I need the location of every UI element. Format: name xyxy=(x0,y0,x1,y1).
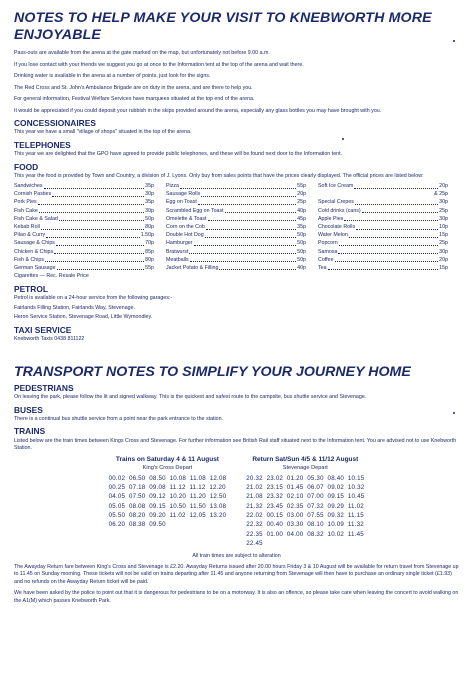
timetable-row: 21.08 23.32 02.10 07.00 09.15 10.45 xyxy=(246,493,365,501)
item-name: Fish Cake xyxy=(14,207,38,214)
item-name: Soft Ice Cream xyxy=(318,183,354,190)
item-price: 30p xyxy=(439,215,448,222)
item-price: 25p xyxy=(297,199,306,206)
petrol-text: Petrol is available on a 24-hour service from the following garages:- xyxy=(14,295,173,302)
price-row xyxy=(318,240,448,248)
price-row xyxy=(14,232,154,240)
trains-text: Listed below are the train times between Kings Cross and Stevenage. For further information see British Rail staff situated next to the Information tent. You are advised not to use Knebworth Station. xyxy=(14,437,457,452)
price-row xyxy=(14,248,154,256)
item-name: Special Crepes xyxy=(318,199,354,206)
timetable-row: 22.02 00.15 03.00 07.55 09.32 11.15 xyxy=(246,511,364,519)
outbound-subtitle: King's Cross Depart xyxy=(142,464,193,471)
item-price: 50p xyxy=(297,232,306,239)
petrol-heading: PETROL xyxy=(14,283,48,294)
price-row xyxy=(166,264,306,272)
drinking-water-note: Drinking water is available in the arena at a number of points, just look for the signs. xyxy=(14,73,211,80)
item-price: 40p xyxy=(297,207,306,214)
timetable-row: 21.02 23.15 01.45 06.07 09.02 10.32 xyxy=(246,484,365,492)
item-name: Coffee xyxy=(318,256,334,263)
taxi-text: Knebworth Taxis 0438 811122 xyxy=(14,336,85,342)
item-name: Jacket Potato & Filling xyxy=(166,264,219,271)
price-row xyxy=(318,248,448,256)
price-row xyxy=(318,264,448,272)
item-name: Bratwurst xyxy=(166,248,189,255)
item-price: 50p xyxy=(297,248,306,255)
telephones-heading: TELEPHONES xyxy=(14,139,71,150)
item-price: 35p xyxy=(297,224,306,231)
price-row xyxy=(318,199,448,207)
item-name: Scrambled Egg on Toast xyxy=(166,207,224,214)
price-row xyxy=(166,191,306,199)
item-price: 45p xyxy=(297,215,306,222)
item-price: 15p xyxy=(439,264,448,271)
price-row xyxy=(318,182,448,190)
item-name: Tea xyxy=(318,264,327,271)
price-row xyxy=(166,199,306,207)
print-speck xyxy=(342,138,344,140)
timetable-row: 00.02 06.50 08.50 10.08 11.08 12.08 xyxy=(108,474,227,482)
buses-text: There is a continual bus shuttle service from a point near the park entrance to the station. xyxy=(14,415,224,422)
timetable-row: 04.05 07.50 09.12 10.20 11.20 12.50 xyxy=(108,493,227,501)
pass-outs-note: Pass-outs are available from the arena at the gate marked on the map, but unfortunately not before 9.00 a.m. xyxy=(14,50,270,57)
price-row xyxy=(14,264,154,272)
price-column xyxy=(166,182,306,272)
price-row xyxy=(14,182,154,190)
awayday-text: The Awayday Return fare between King's Cross and Stevenage is £2.20. Awayday Returns issued after 20.00 hours Friday 3 & 10 August will be available for return travel from Stevenage up to 11.45 on Sunday morning. These tickets will not be valid on trains departing after 11.45 and anyone returning from Stevenage will then have to purchase an ordinary single ticket (£1.93) and no refunds on the Awayday Return ticket will be paid. xyxy=(14,563,459,585)
first-aid-note: The Red Cross and St. John's Ambulance Brigade are on duty in the arena, and are there to help you. xyxy=(14,84,253,91)
outbound-title: Trains on Saturday 4 & 11 August xyxy=(115,455,219,463)
trains-heading: TRAINS xyxy=(14,426,46,437)
item-price: 80p xyxy=(145,224,154,231)
item-price: 25p xyxy=(439,240,448,247)
item-price: 15p xyxy=(439,232,448,239)
item-price: 20p xyxy=(439,183,448,190)
item-price: 30p xyxy=(439,199,448,206)
price-row xyxy=(318,223,448,231)
item-name: Water Melon xyxy=(318,232,348,239)
train-timetables xyxy=(14,455,459,549)
price-row xyxy=(318,207,448,215)
motorway-warning: We have been asked by the police to point out that it is dangerous for pedestrians to be on a motorway. It is also an offence, so please take care when leaving the concert to avoid walking on the A1(M) which passes Knebworth Park. xyxy=(14,590,459,604)
item-price: 20p xyxy=(297,191,306,198)
transport-heading: TRANSPORT NOTES TO SIMPLIFY YOUR JOURNEY HOME xyxy=(14,363,411,380)
taxi-heading: TAXI SERVICE xyxy=(14,324,72,335)
cigarettes-note: Cigarettes — Rec. Resale Price xyxy=(14,273,89,280)
welfare-note: For general information, Festival Welfare Services have marquees situated at the top end of the arena. xyxy=(14,96,255,103)
item-name: Hamburger xyxy=(166,240,193,247)
timetable-row: 20.32 23.02 01.20 05.30 08.40 10.15 xyxy=(246,474,365,482)
item-name: Kebab Roll xyxy=(14,224,40,231)
price-row xyxy=(166,232,306,240)
item-price: 10p xyxy=(439,224,448,231)
food-heading: FOOD xyxy=(14,161,39,172)
item-price: 50p xyxy=(297,256,306,263)
item-price: 50p xyxy=(297,240,306,247)
price-row xyxy=(166,207,306,215)
price-row xyxy=(318,256,448,264)
price-row xyxy=(14,223,154,231)
item-name: Chocolate Rolls xyxy=(318,224,356,231)
return-title: Return Sat/Sun 4/5 & 11/12 August xyxy=(252,455,359,463)
food-text: This year the food is provided by Town and Country, a division of J. Lyons. Only buy from sales points that have the prices clearly displayed. The official prices are listed below: xyxy=(14,172,424,179)
train-times-note: All train times are subject to alteration xyxy=(192,553,281,560)
item-name: Sausage Rolls xyxy=(166,191,201,198)
price-row xyxy=(14,240,154,248)
item-name: Pizza xyxy=(166,183,179,190)
item-name: Fish Cake & Salad xyxy=(14,215,58,222)
garage-heron: Heron Service Station, Stevenage Road, Little Wymondley. xyxy=(14,314,153,321)
price-row xyxy=(166,215,306,223)
buses-heading: BUSES xyxy=(14,404,43,415)
return-timetable xyxy=(246,455,364,549)
item-price: 55p xyxy=(145,264,154,271)
timetable-row: 21.32 23.45 02.35 07.32 09.29 11.02 xyxy=(246,502,364,510)
item-price: 35p xyxy=(145,199,154,206)
timetable-row: 05.05 08.08 09.15 10.50 11.50 13.08 xyxy=(108,502,227,510)
price-row xyxy=(166,182,306,190)
outbound-timetable xyxy=(109,455,227,549)
item-name: Chicken & Chips xyxy=(14,248,54,255)
price-column xyxy=(318,182,448,272)
price-row xyxy=(14,215,154,223)
timetable-row: 22.45 xyxy=(246,539,263,547)
garage-fairlands: Fairlands Filling Station, Fairlands Way, Stevenage. xyxy=(14,304,136,311)
price-row xyxy=(166,256,306,264)
price-column xyxy=(14,182,154,272)
item-name: Fish & Chips xyxy=(14,256,45,263)
item-price: & 25p xyxy=(434,191,448,198)
item-name: Pork Pies xyxy=(14,199,37,206)
price-row xyxy=(14,199,154,207)
price-list xyxy=(14,182,459,272)
item-price: 80p xyxy=(145,256,154,263)
pedestrians-heading: PEDESTRIANS xyxy=(14,382,74,393)
price-row xyxy=(318,232,448,240)
item-name: Sandwiches xyxy=(14,183,43,190)
price-row xyxy=(14,256,154,264)
item-price: 85p xyxy=(145,248,154,255)
price-row-continued xyxy=(318,191,448,199)
item-name: Cornish Pasties xyxy=(14,191,52,198)
item-price: 35p xyxy=(145,183,154,190)
timetable-row: 05.50 08.20 09.20 11.02 12.05 13.20 xyxy=(108,511,227,519)
timetable-row: 22.32 00.40 03.30 08.10 10.09 11.32 xyxy=(246,521,364,529)
item-name: Sausage & Chips xyxy=(14,240,55,247)
item-price: 40p xyxy=(297,264,306,271)
item-price: 30p xyxy=(145,191,154,198)
price-row xyxy=(318,215,448,223)
item-name: Meatballs xyxy=(166,256,189,263)
telephones-text: This year we are delighted that the GPO have agreed to provide public telephones, and these will be found next door to the Information tent. xyxy=(14,151,343,158)
print-speck xyxy=(453,40,455,42)
concessionaires-text: This year we have a small "village of shops" situated in the top of the arena. xyxy=(14,129,192,136)
lost-contact-note: If you lose contact with your friends we suggest you go at once to the Information tent at the top of the arena and wait there. xyxy=(14,61,304,68)
concessionaires-heading: CONCESSIONAIRES xyxy=(14,118,96,129)
item-name: Popcorn xyxy=(318,240,338,247)
item-price: 30p xyxy=(439,248,448,255)
item-name: Pilao & Curry xyxy=(14,232,46,239)
price-row xyxy=(14,207,154,215)
item-name: Apple Pies xyxy=(318,215,344,222)
item-price: 55p xyxy=(297,183,306,190)
item-name: Egg on Toast xyxy=(166,199,197,206)
price-row xyxy=(166,223,306,231)
pedestrians-text: On leaving the park, please follow the lit and signed walkway. This is the quickest and safest route to the campsite, bus shuttle service and Stevenage. xyxy=(14,394,367,401)
price-row xyxy=(166,240,306,248)
item-price: 25p xyxy=(439,207,448,214)
item-price: 50p xyxy=(145,215,154,222)
timetable-row: 00.25 07.18 09.08 11.12 11.12 12.20 xyxy=(108,484,226,492)
price-row xyxy=(166,248,306,256)
item-name: German Sausage xyxy=(14,264,56,271)
item-price: 20p xyxy=(439,256,448,263)
item-name: Omelette & Toast xyxy=(166,215,207,222)
item-name: Samosa xyxy=(318,248,338,255)
timetable-row: 22.35 01.00 04.00 08.32 10.02 11.45 xyxy=(246,530,364,538)
price-row xyxy=(14,191,154,199)
timetable-row: 06.20 08.38 09.50 xyxy=(108,521,166,529)
item-price: 1.50p xyxy=(140,232,154,239)
item-price: 30p xyxy=(145,207,154,214)
return-subtitle: Stevenage Depart xyxy=(282,464,328,471)
print-speck xyxy=(453,412,455,414)
item-name: Double Hot Dog xyxy=(166,232,204,239)
page-heading: NOTES TO HELP MAKE YOUR VISIT TO KNEBWORTH MORE ENJOYABLE xyxy=(14,10,432,44)
item-price: 70p xyxy=(145,240,154,247)
item-name: Corn on the Cob xyxy=(166,224,205,231)
item-name: Cold drinks (cans) xyxy=(318,207,361,214)
rubbish-note: It would be appreciated if you could deposit your rubbish in the skips provided around the arena, especially any glass bottles you may have brought with you. xyxy=(14,107,382,114)
